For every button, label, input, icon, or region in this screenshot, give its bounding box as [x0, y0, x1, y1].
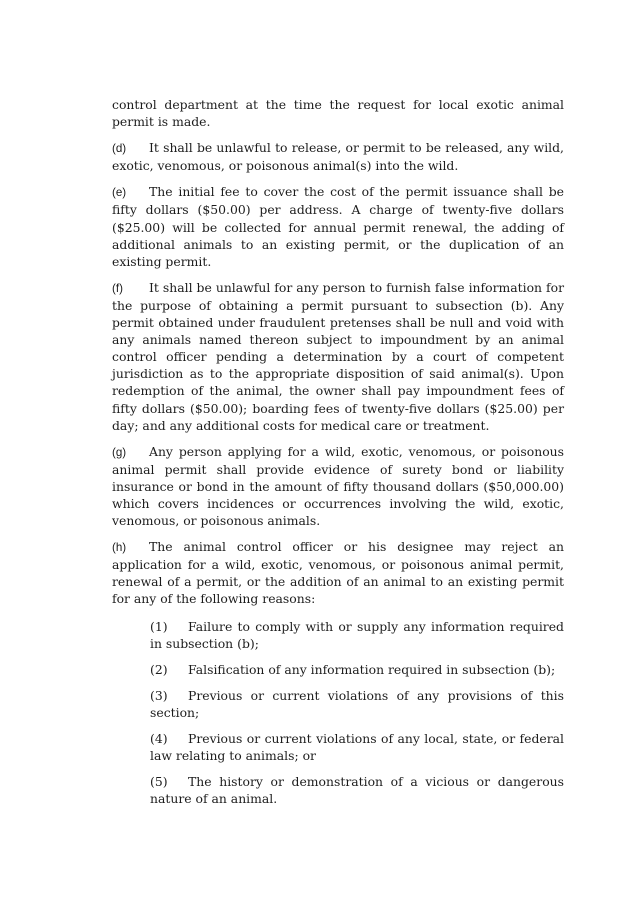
list-item-text: Falsification of any information required in subsection (b); — [188, 661, 556, 677]
list-item — [150, 687, 564, 721]
section-text: It shall be unlawful for any person to furnish false information for the purpose of obtaining a permit pursuant to subsection (b). Any permit obtained under fraudulent pretenses shall be null and void with any animals named thereon subject to impoundment by an animal control officer pending a determination by a court of competent jurisdiction as to the appropriate disposition of said animal(s). Upon redemption of the animal, the owner shall pay impoundment fees of fifty dollars ($50.00); boarding fees of twenty-five dollars ($25.00) per day; and any additional costs for medical care or treatment. — [112, 279, 564, 433]
section-d — [112, 139, 564, 174]
list-item-text: Previous or current violations of any provisions of this section; — [150, 687, 564, 720]
list-item-number: (5) — [150, 774, 168, 790]
list-item-text: Failure to comply with or supply any information required in subsection (b); — [150, 618, 564, 651]
list-item-number: (3) — [150, 687, 168, 703]
section-text: The initial fee to cover the cost of the permit issuance shall be fifty dollars ($50.00) per address. A charge of twenty-five dollars ($25.00) will be collected for annual permit renewal, the adding of additional animals to an existing permit, or the duplication of an existing permit. — [112, 184, 564, 269]
list-item-text: The history or demonstration of a vicious or dangerous nature of an animal. — [150, 774, 564, 807]
list-item — [150, 618, 564, 652]
section-label: (f) — [112, 281, 123, 295]
list-item-number: (4) — [150, 731, 168, 746]
section-text: Any person applying for a wild, exotic, venomous, or poisonous animal permit shall provide evidence of surety bond or liability insurance or bond in the amount of fifty thousand dollars ($50,000.00) which covers incidences or occurrences involving the wild, exotic, venomous, or poisonous animals. — [112, 443, 564, 529]
section-label: (e) — [112, 186, 127, 200]
section-f — [112, 279, 564, 434]
reasons-list — [150, 618, 564, 808]
section-text: The animal control officer or his designee may reject an application for a wild, exotic, venomous, or poisonous animal permit, renewal of a permit, or the addition of an animal to an existing permit for any of the following reasons: — [112, 539, 564, 607]
section-text: It shall be unlawful to release, or permit to be released, any wild, exotic, venomous, or poisonous animal(s) into the wild. — [112, 140, 564, 174]
section-g — [112, 443, 564, 529]
list-item-number: (2) — [150, 661, 168, 677]
list-item — [150, 661, 564, 678]
list-item-text: Previous or current violations of any local, state, or federal law relating to animals; or — [150, 731, 564, 764]
section-label: (h) — [112, 541, 127, 555]
section-label: (g) — [112, 445, 127, 459]
list-item — [150, 730, 564, 764]
list-item-number: (1) — [150, 618, 168, 634]
continuation-paragraph: control department at the time the request for local exotic animal permit is made. — [112, 97, 564, 130]
section-e — [112, 183, 564, 269]
section-label: (d) — [112, 142, 127, 156]
list-item — [150, 773, 564, 807]
document-page — [112, 96, 564, 816]
section-h — [112, 538, 564, 607]
